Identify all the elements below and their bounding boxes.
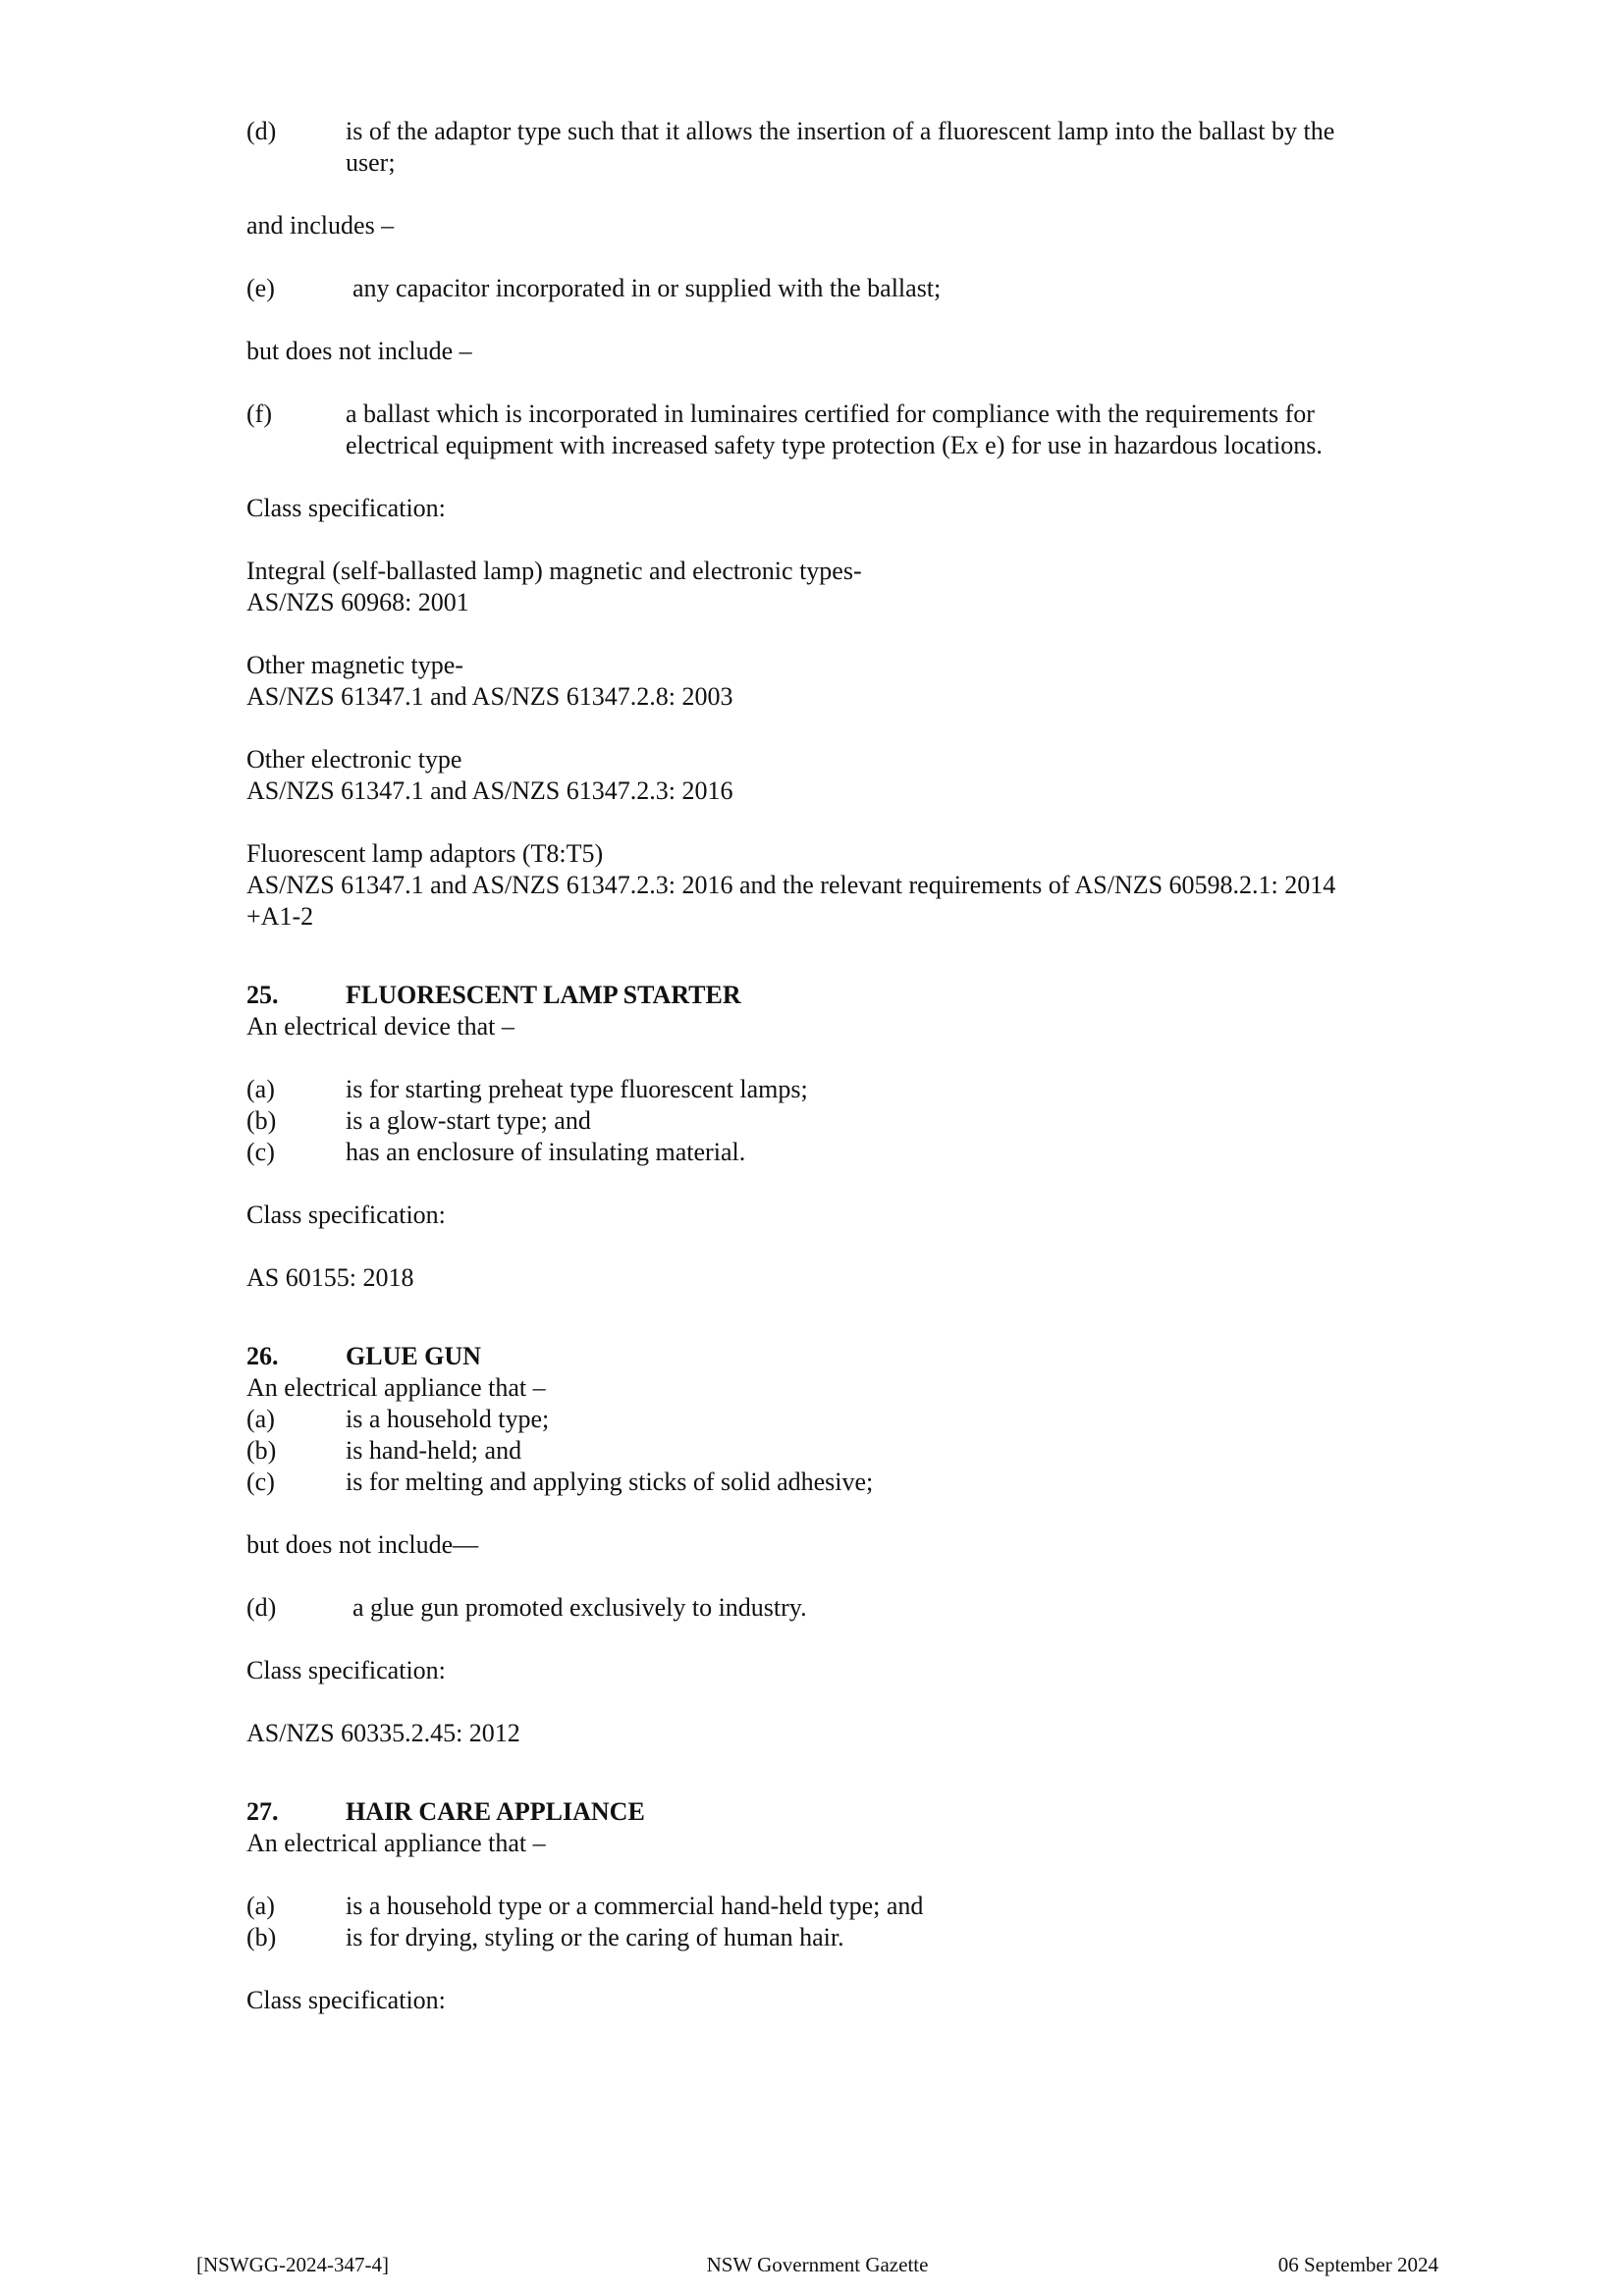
section-number: 26. [246, 1342, 279, 1370]
item-text: is for starting preheat type fluorescent lamps; [346, 1075, 808, 1103]
section-title: GLUE GUN [346, 1342, 481, 1370]
section-intro: An electrical appliance that – [246, 1373, 546, 1402]
section-title: FLUORESCENT LAMP STARTER [346, 981, 741, 1009]
class-spec-label: Class specification: [246, 494, 446, 522]
paragraph-and-includes: and includes – [246, 211, 395, 240]
item-label: (c) [246, 1138, 275, 1166]
spec-standard: AS/NZS 60335.2.45: 2012 [246, 1719, 520, 1747]
footer-reference: [NSWGG-2024-347-4] [196, 2253, 389, 2276]
list-item [246, 1435, 1385, 1467]
item-text: a ballast which is incorporated in luminaires certified for compliance with the requirements for electrical equipment with increased safety type protection (Ex e) for use in hazardous locations. [346, 400, 1323, 459]
list-item [246, 1105, 1385, 1137]
item-text: is hand-held; and [346, 1436, 522, 1465]
list-item [246, 399, 1385, 461]
section-heading [246, 980, 1385, 1011]
spec-title: Integral (self-ballasted lamp) magnetic and electronic types- [246, 557, 862, 585]
list-item [246, 1891, 1385, 1922]
spec-title: Fluorescent lamp adaptors (T8:T5) [246, 839, 604, 868]
list-item [246, 1404, 1385, 1435]
list-item [246, 1922, 1385, 1953]
item-label: (b) [246, 1106, 277, 1135]
list-item [246, 116, 1385, 179]
page-footer [196, 2251, 1438, 2278]
class-spec-label: Class specification: [246, 1986, 446, 2014]
list-item [246, 1592, 1385, 1624]
section-title: HAIR CARE APPLIANCE [346, 1797, 645, 1826]
item-text: is for drying, styling or the caring of human hair. [346, 1923, 844, 1951]
section-intro: An electrical device that – [246, 1012, 514, 1041]
section-heading [246, 1341, 1385, 1372]
item-text: is a household type or a commercial hand-held type; and [346, 1892, 924, 1920]
list-item [246, 1137, 1385, 1168]
spec-standard: AS/NZS 61347.1 and AS/NZS 61347.2.3: 2016 [246, 776, 733, 805]
class-spec-label: Class specification: [246, 1656, 446, 1684]
list-item [246, 1467, 1385, 1498]
item-label: (d) [246, 117, 277, 145]
footer-date: 06 September 2024 [1277, 2253, 1438, 2276]
section-number: 27. [246, 1797, 279, 1826]
item-text: is of the adaptor type such that it allows the insertion of a fluorescent lamp into the ballast by the user; [346, 117, 1335, 177]
list-item [246, 1074, 1385, 1105]
item-text: any capacitor incorporated in or supplied with the ballast; [352, 274, 942, 302]
spec-standard: AS 60155: 2018 [246, 1263, 414, 1292]
spec-standard: AS/NZS 60968: 2001 [246, 588, 469, 616]
item-label: (e) [246, 274, 275, 302]
paragraph-but-not-include: but does not include— [246, 1530, 479, 1559]
section-intro: An electrical appliance that – [246, 1829, 546, 1857]
item-label: (b) [246, 1923, 277, 1951]
spec-title: Other magnetic type- [246, 651, 463, 679]
section-number: 25. [246, 981, 279, 1009]
item-label: (a) [246, 1075, 275, 1103]
item-text: is a glow-start type; and [346, 1106, 591, 1135]
item-text: is a household type; [346, 1405, 550, 1433]
page-content [246, 116, 1385, 2016]
item-label: (c) [246, 1468, 275, 1496]
item-label: (a) [246, 1892, 275, 1920]
item-text: has an enclosure of insulating material. [346, 1138, 746, 1166]
item-text: is for melting and applying sticks of solid adhesive; [346, 1468, 874, 1496]
class-spec-label: Class specification: [246, 1201, 446, 1229]
spec-standard: AS/NZS 61347.1 and AS/NZS 61347.2.3: 2016 and the relevant requirements of AS/NZS 60598.2.1: 2014 +A1-2 [246, 871, 1336, 931]
item-text: a glue gun promoted exclusively to industry. [352, 1593, 807, 1622]
footer-publication: NSW Government Gazette [706, 2253, 929, 2276]
list-item [246, 273, 1385, 304]
spec-standard: AS/NZS 61347.1 and AS/NZS 61347.2.8: 2003 [246, 682, 733, 711]
item-label: (b) [246, 1436, 277, 1465]
item-label: (f) [246, 400, 272, 428]
item-label: (d) [246, 1593, 277, 1622]
spec-title: Other electronic type [246, 745, 462, 774]
paragraph-but-not-include: but does not include – [246, 337, 472, 365]
section-heading [246, 1796, 1385, 1828]
item-label: (a) [246, 1405, 275, 1433]
